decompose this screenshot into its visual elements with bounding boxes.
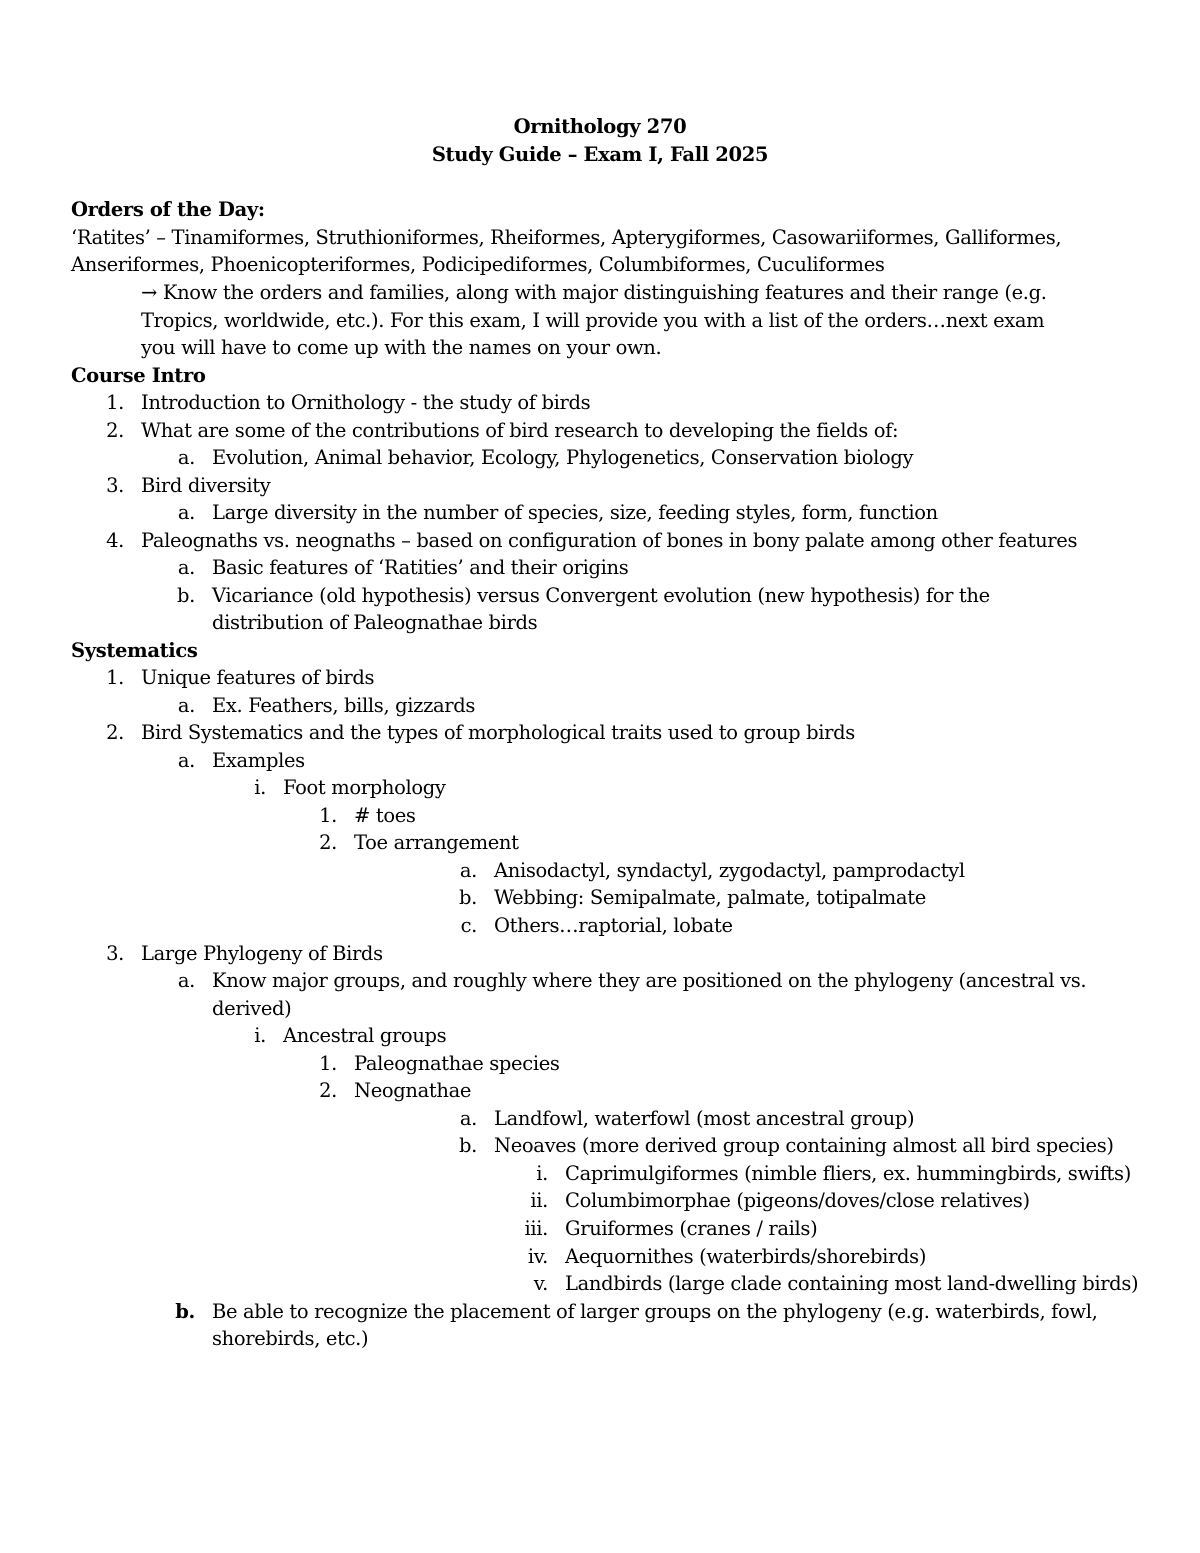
list-item-marker: 3. (106, 941, 124, 965)
list-item-text: Bird diversity (141, 473, 271, 497)
list-item-text: Paleognaths vs. neognaths – based on configuration of bones in bony palate among other features (141, 528, 1078, 552)
list-item-text: Foot morphology (283, 776, 446, 800)
guide-subtitle: Study Guide – Exam I, Fall 2025 (431, 143, 769, 166)
list-item-marker: b. (459, 1134, 477, 1158)
orders-heading: Orders of the Day: (71, 198, 265, 221)
list-item-marker: 1. (106, 391, 124, 414)
list-item-text: Landbirds (large clade containing most land-dwelling birds) (565, 1272, 1139, 1296)
orders-note-line-2: Tropics, worldwide, etc.). For this exam, I will provide you with a list of the orders…next exam (141, 309, 1045, 332)
list-item-marker: i. (254, 776, 266, 800)
list-item-text: Others…raptorial, lobate (494, 913, 733, 937)
list-item-marker: a. (177, 446, 195, 470)
list-item-marker: b. (459, 886, 477, 910)
list-item-text: Aequornithes (waterbirds/shorebirds) (565, 1244, 927, 1268)
list-item-marker: a. (177, 556, 195, 580)
list-item-marker: a. (177, 748, 195, 772)
list-item-text: Ancestral groups (283, 1024, 447, 1048)
orders-note-line-3: you will have to come up with the names on your own. (141, 336, 662, 359)
list-item-marker: 2. (319, 831, 337, 855)
list-item-marker: b. (175, 1299, 195, 1323)
list-item-marker: 2. (106, 418, 124, 442)
list-item-marker: c. (460, 913, 477, 937)
list-item-text: Know major groups, and roughly where they are positioned on the phylogeny (ancestral vs. (212, 969, 1087, 993)
list-item-marker: ii. (530, 1189, 548, 1213)
orders-note-text: Know the orders and families, along with major distinguishing features and their range (e.g. (162, 281, 1047, 304)
orders-note-line-1 (141, 281, 1047, 304)
list-item-marker: a. (459, 1106, 477, 1130)
list-item-text: Neognathae (354, 1079, 472, 1103)
list-item-text: Bird Systematics and the types of morphological traits used to group birds (141, 721, 855, 745)
list-item-text: Large diversity in the number of species, size, feeding styles, form, function (212, 501, 938, 525)
list-item-text: shorebirds, etc.) (212, 1327, 369, 1351)
list-item-text: Landfowl, waterfowl (most ancestral group) (494, 1106, 915, 1130)
list-item-text: Unique features of birds (141, 666, 375, 689)
list-item-marker: iv. (527, 1244, 548, 1268)
list-item-marker: b. (177, 583, 195, 607)
list-item-marker: i. (536, 1161, 548, 1185)
list-item-text: What are some of the contributions of bird research to developing the fields of: (141, 418, 899, 442)
list-item-text: Large Phylogeny of Birds (141, 941, 383, 965)
list-item-text: Vicariance (old hypothesis) versus Convergent evolution (new hypothesis) for the (212, 583, 990, 607)
list-item-marker: v. (533, 1272, 548, 1296)
arrow-icon: → (141, 281, 157, 304)
list-item-marker: iii. (524, 1217, 548, 1240)
list-item-marker: 1. (319, 1051, 337, 1075)
list-item-text: Anisodactyl, syndactyl, zygodactyl, pamprodactyl (494, 858, 965, 882)
list-item-marker: a. (177, 693, 195, 717)
list-item-text: distribution of Paleognathae birds (212, 611, 538, 635)
list-item-text: Ex. Feathers, bills, gizzards (212, 693, 476, 717)
list-item-marker: a. (177, 969, 195, 993)
list-item-marker: a. (177, 501, 195, 525)
course-title: Ornithology 270 (513, 115, 687, 138)
list-item-marker: a. (459, 858, 477, 882)
list-item-text: Caprimulgiformes (nimble fliers, ex. hummingbirds, swifts) (565, 1161, 1131, 1185)
list-item-text: Be able to recognize the placement of larger groups on the phylogeny (e.g. waterbirds, fowl, (212, 1299, 1098, 1323)
list-item-marker: 4. (106, 528, 124, 552)
list-item-marker: 2. (319, 1079, 337, 1103)
list-item-text: Evolution, Animal behavior, Ecology, Phylogenetics, Conservation biology (212, 446, 914, 470)
orders-list-line-1: ‘Ratites’ – Tinamiformes, Struthioniformes, Rheiformes, Apterygiformes, Casowariiformes, Galliformes, (71, 226, 1062, 249)
list-item-text: Webbing: Semipalmate, palmate, totipalmate (494, 886, 926, 910)
list-item-text: Columbimorphae (pigeons/doves/close relatives) (565, 1189, 1030, 1213)
orders-list-line-2: Anseriformes, Phoenicopteriformes, Podicipediformes, Columbiformes, Cuculiformes (71, 253, 885, 276)
course-intro-heading: Course Intro (71, 364, 206, 387)
list-item-text: Introduction to Ornithology - the study of birds (141, 391, 591, 414)
list-item-text: Examples (212, 748, 305, 772)
list-item-marker: 3. (106, 473, 124, 497)
list-item-marker: 2. (106, 721, 124, 745)
systematics-heading: Systematics (71, 639, 198, 662)
list-item-text: Neoaves (more derived group containing almost all bird species) (494, 1134, 1114, 1158)
list-item-text: Toe arrangement (354, 831, 519, 855)
list-item-text: Paleognathae species (354, 1051, 560, 1075)
list-item-marker: i. (254, 1024, 266, 1048)
list-item-text: # toes (354, 803, 416, 827)
list-item-text: Basic features of ‘Ratities’ and their origins (212, 556, 629, 580)
list-item-marker: 1. (319, 803, 337, 827)
list-item-text: Gruiformes (cranes / rails) (565, 1217, 818, 1240)
list-item-marker: 1. (106, 666, 124, 689)
list-item-text: derived) (212, 996, 292, 1020)
